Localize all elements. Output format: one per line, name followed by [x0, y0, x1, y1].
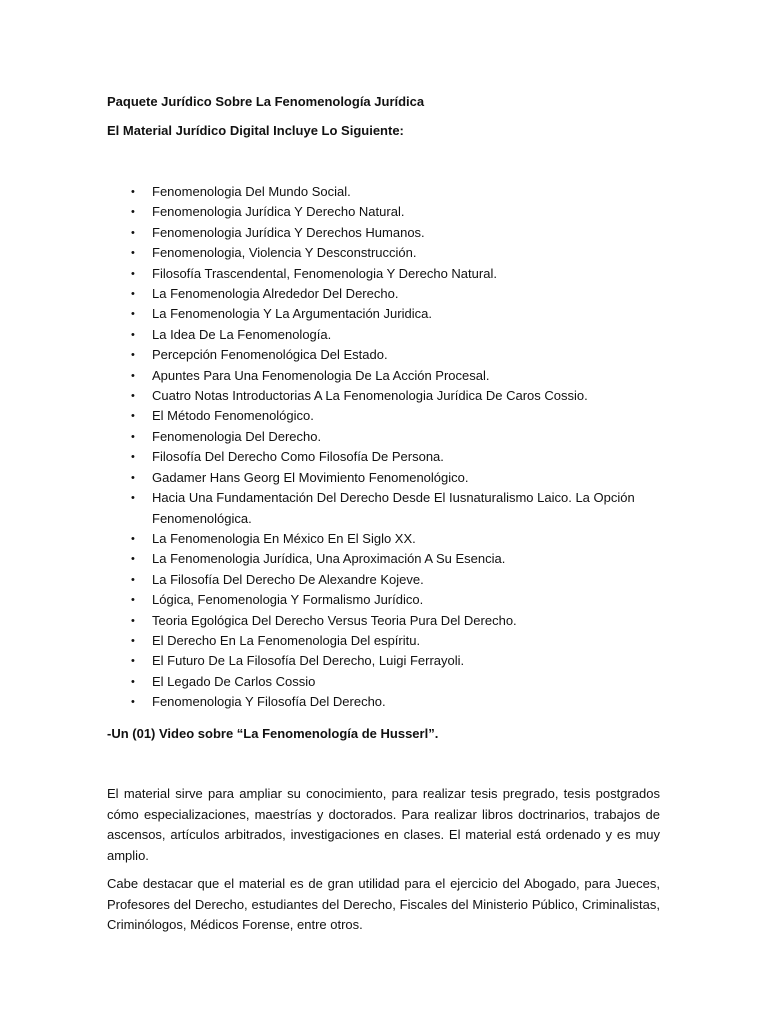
list-item [131, 406, 661, 426]
list-item-text: Percepción Fenomenológica Del Estado. [152, 347, 388, 363]
video-line: -Un (01) Video sobre “La Fenomenología de Husserl”. [107, 726, 439, 741]
list-item-text: Fenomenologia Jurídica Y Derecho Natural. [152, 204, 405, 220]
list-item [131, 590, 661, 610]
list-item-text: Teoria Egológica Del Derecho Versus Teoria Pura Del Derecho. [152, 612, 517, 628]
list-item [131, 468, 661, 488]
list-item-text: Hacia Una Fundamentación Del Derecho Desde El Iusnaturalismo Laico. La Opción Fenomenológica. [152, 490, 635, 526]
bullet-icon: • [131, 634, 135, 647]
list-item [131, 202, 661, 222]
document-content [107, 92, 660, 932]
list-item-text: Fenomenologia Del Derecho. [152, 428, 322, 444]
list-item-text: Fenomenologia Del Mundo Social. [152, 184, 351, 199]
list-item-text: Lógica, Fenomenologia Y Formalismo Jurídico. [152, 592, 424, 608]
list-item [131, 264, 661, 284]
bullet-icon: • [131, 410, 135, 423]
list-item-text: La Filosofía Del Derecho De Alexandre Kojeve. [152, 571, 424, 587]
bullet-icon: • [131, 308, 135, 321]
list-item-text: Filosofía Trascendental, Fenomenologia Y Derecho Natural. [152, 265, 497, 281]
bullet-icon: • [131, 206, 135, 219]
bullet-icon: • [131, 471, 135, 484]
bullet-icon: • [131, 349, 135, 362]
bullet-icon: • [131, 492, 135, 505]
bullet-icon: • [131, 390, 135, 403]
list-item [131, 386, 661, 406]
bullet-icon: • [131, 247, 135, 260]
list-item-text: La Fenomenologia Alrededor Del Derecho. [152, 286, 399, 302]
list-item-text: El Método Fenomenológico. [152, 408, 314, 424]
list-item [131, 529, 661, 549]
list-item-text: El Legado De Carlos Cossio [152, 673, 316, 689]
list-item-text: La Fenomenologia Y La Argumentación Juridica. [152, 306, 432, 322]
list-item [131, 651, 661, 671]
bullet-icon: • [131, 594, 135, 607]
list-item-text: Apuntes Para Una Fenomenologia De La Acción Procesal. [152, 367, 490, 383]
paragraph-audience: Cabe destacar que el material es de gran utilidad para el ejercicio del Abogado, para Jueces, Profesores del Derecho, estudiantes del Derecho, Fiscales del Ministerio Público, Criminalistas, Criminólogos, Médicos Forense, entre otros. [107, 876, 660, 932]
bullet-icon: • [131, 553, 135, 566]
list-item [131, 182, 661, 202]
bullet-icon: • [131, 451, 135, 464]
bullet-icon: • [131, 430, 135, 443]
document-title: Paquete Jurídico Sobre La Fenomenología Jurídica [107, 94, 425, 109]
list-item-text: La Fenomenologia En México En El Siglo XX. [152, 530, 416, 546]
list-item-text: Filosofía Del Derecho Como Filosofía De Persona. [152, 449, 444, 465]
list-item-text: Fenomenologia, Violencia Y Desconstrucción. [152, 245, 417, 261]
list-item-text: Cuatro Notas Introductorias A La Fenomenologia Jurídica De Caros Cossio. [152, 388, 588, 404]
list-item [131, 611, 661, 631]
list-item-text: El Futuro De La Filosofía Del Derecho, Luigi Ferrayoli. [152, 653, 465, 669]
bullet-icon: • [131, 186, 135, 198]
list-item-text: Fenomenologia Jurídica Y Derechos Humanos. [152, 224, 425, 240]
list-item [131, 304, 661, 324]
list-item [131, 488, 661, 529]
list-item [131, 692, 661, 712]
list-item-text: La Idea De La Fenomenología. [152, 326, 332, 342]
list-item-text: El Derecho En La Fenomenologia Del espíritu. [152, 632, 421, 648]
list-item-text: La Fenomenologia Jurídica, Una Aproximación A Su Esencia. [152, 551, 506, 567]
list-item [131, 570, 661, 590]
bullet-icon: • [131, 288, 135, 301]
bullet-icon: • [131, 696, 135, 709]
bullet-icon: • [131, 328, 135, 341]
bullet-icon: • [131, 614, 135, 627]
list-item [131, 325, 661, 345]
content-list [131, 182, 661, 713]
bullet-icon: • [131, 655, 135, 668]
list-item [131, 672, 661, 692]
paragraph-usage: El material sirve para ampliar su conocimiento, para realizar tesis pregrado, tesis postgrados cómo especializaciones, maestrías y doctorados. Para realizar libros doctrinarios, trabajos de ascensos, artículos arbitrados, investigaciones en clases. El material está ordenado y es muy amplio. [107, 786, 660, 863]
list-item [131, 223, 661, 243]
list-item [131, 243, 661, 263]
bullet-icon: • [131, 532, 135, 545]
list-item [131, 284, 661, 304]
bullet-icon: • [131, 675, 135, 688]
bullet-icon: • [131, 267, 135, 280]
list-item [131, 631, 661, 651]
bullet-icon: • [131, 226, 135, 239]
document-subtitle: El Material Jurídico Digital Incluye Lo Siguiente: [107, 123, 404, 138]
list-item-text: Fenomenologia Y Filosofía Del Derecho. [152, 694, 386, 710]
list-item [131, 345, 661, 365]
bullet-icon: • [131, 369, 135, 382]
bullet-icon: • [131, 573, 135, 586]
list-item [131, 366, 661, 386]
list-item [131, 447, 661, 467]
list-item-text: Gadamer Hans Georg El Movimiento Fenomenológico. [152, 469, 469, 485]
list-item [131, 427, 661, 447]
list-item [131, 549, 661, 569]
